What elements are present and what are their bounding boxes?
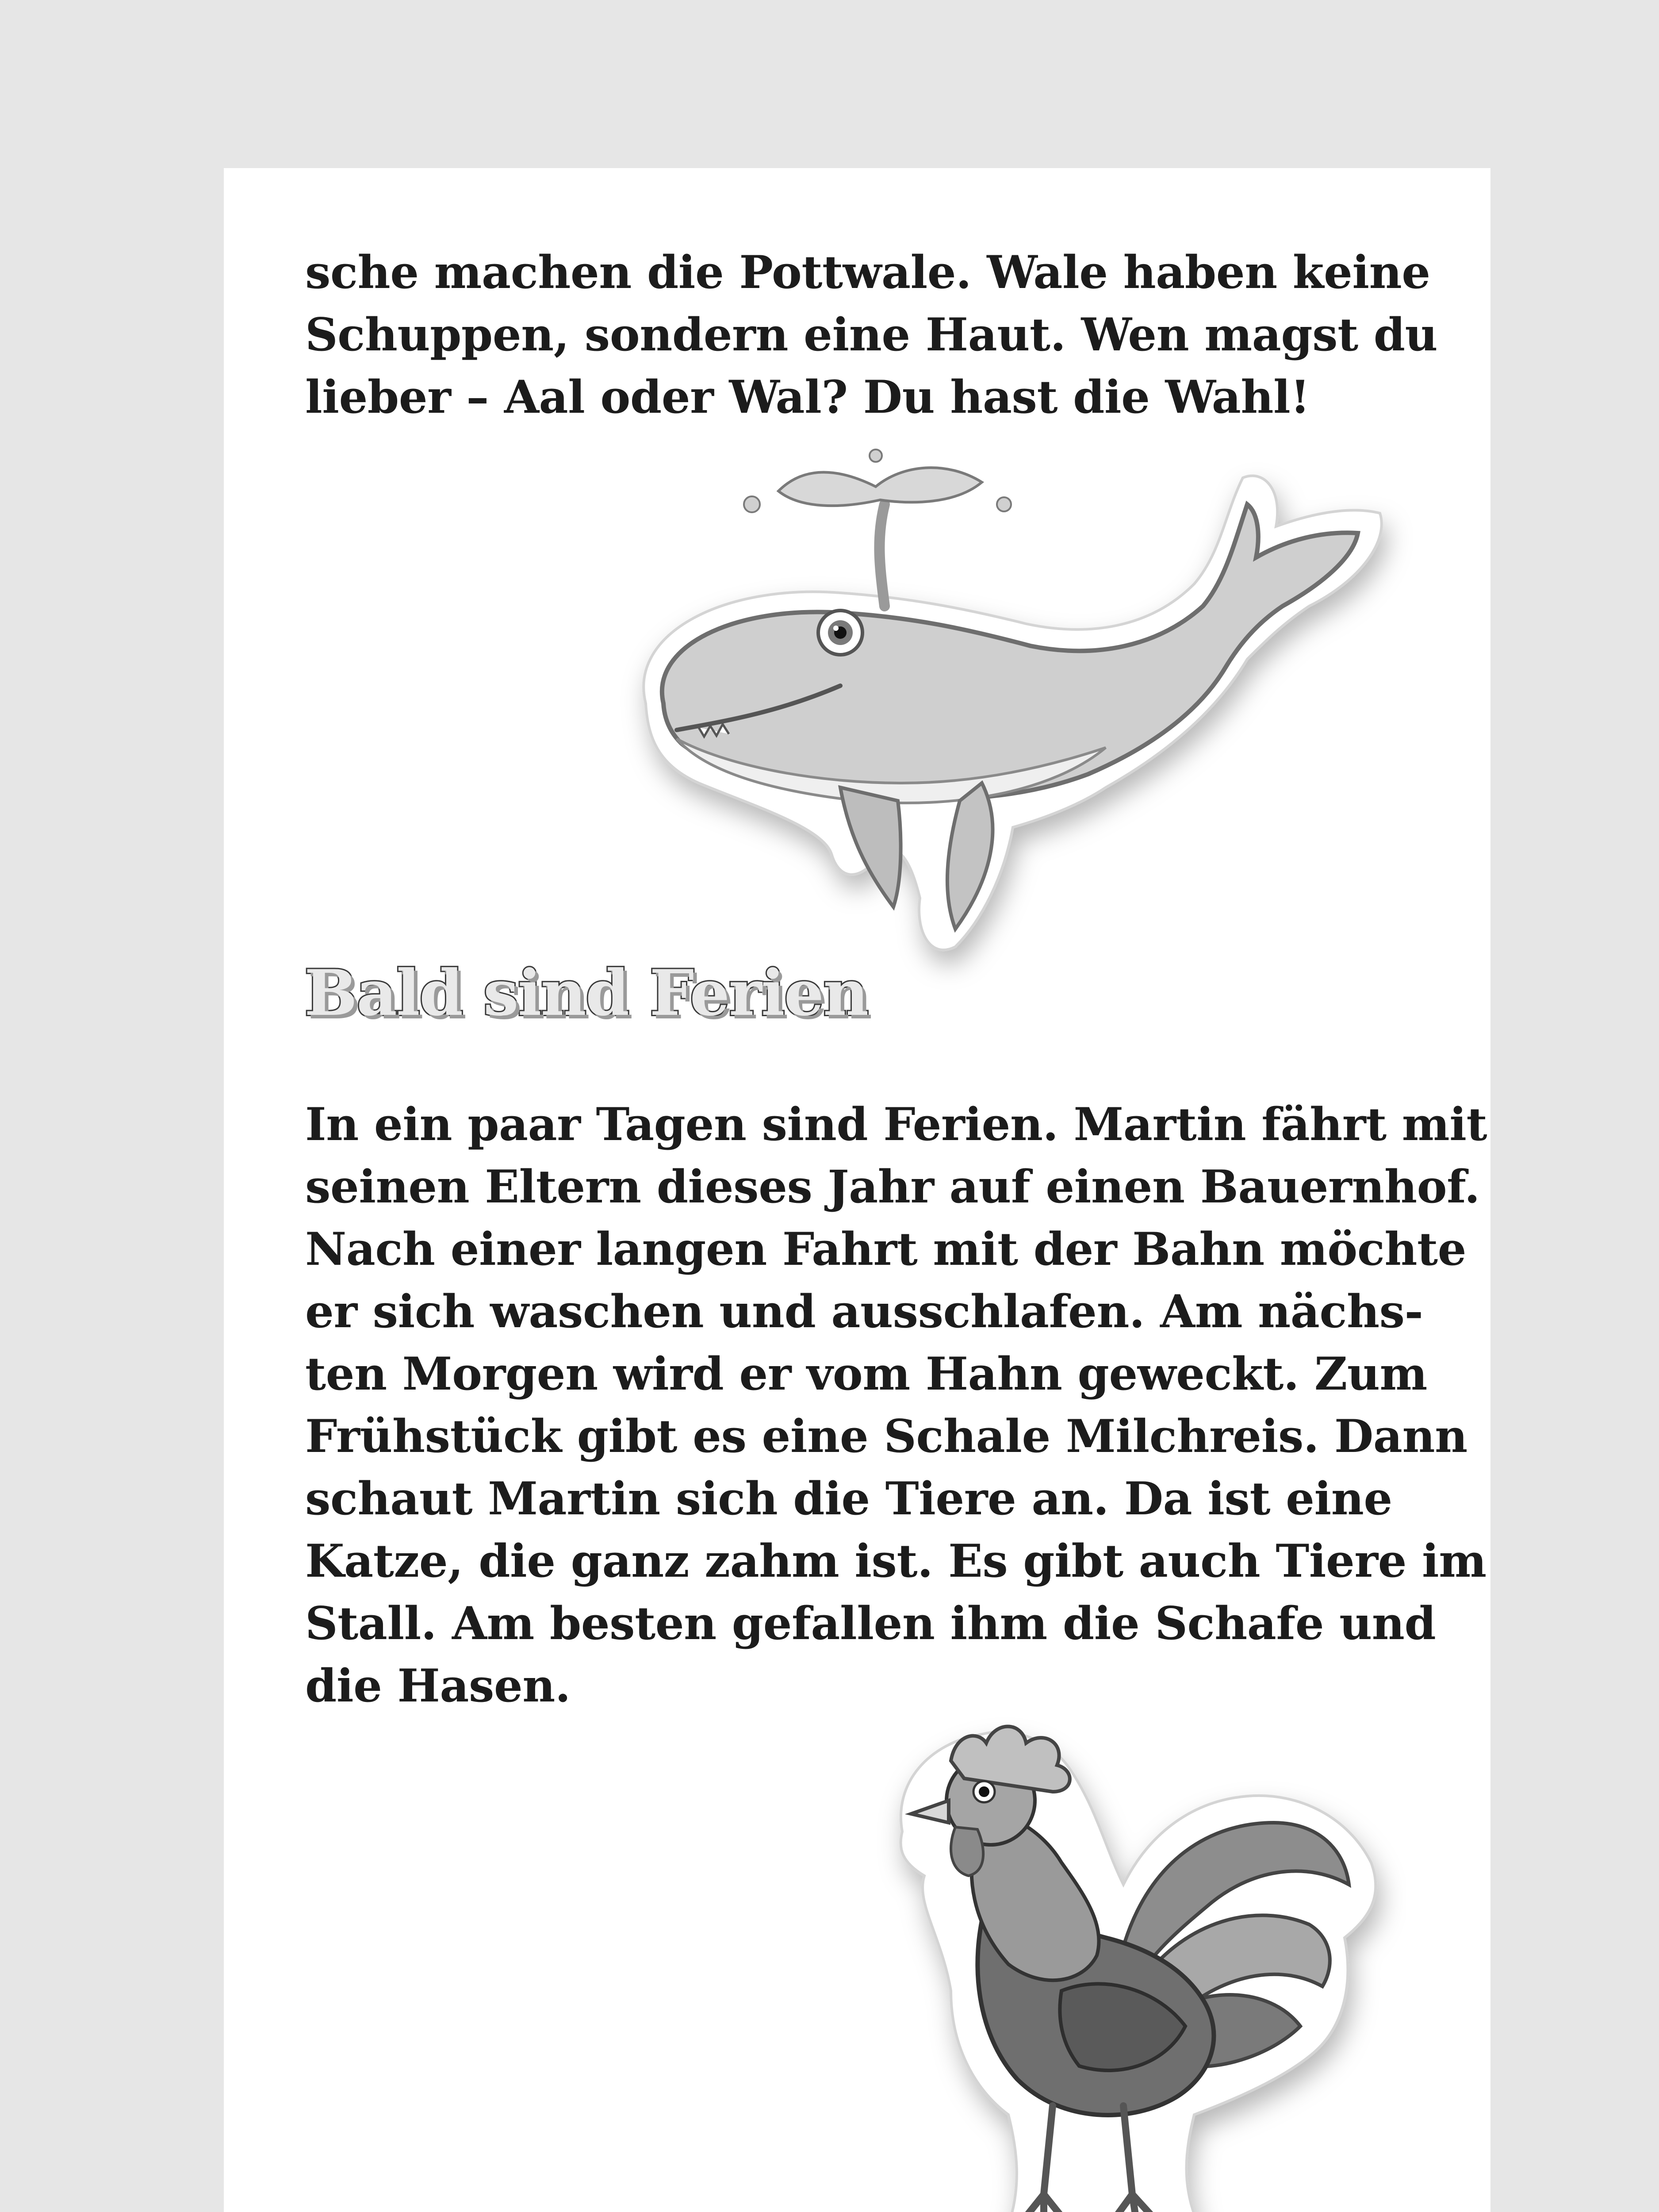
intro-paragraph <box>305 242 1437 429</box>
whale-icon <box>593 438 1433 995</box>
text-line: Katze, die ganz zahm ist. Es gibt auch Tiere im <box>305 1535 1487 1588</box>
text-line: Frühstück gibt es eine Schale Milchreis. Dann <box>305 1410 1467 1463</box>
rooster-icon <box>876 1717 1406 2212</box>
text-line: die Hasen. <box>305 1659 571 1713</box>
text-line: seinen Eltern dieses Jahr auf einen Bauernhof. <box>305 1160 1480 1214</box>
text-line: lieber – Aal oder Wal? Du hast die Wahl! <box>305 371 1310 424</box>
text-line: sche machen die Pottwale. Wale haben keine <box>305 246 1430 299</box>
text-line: Stall. Am besten gefallen ihm die Schafe und <box>305 1597 1436 1650</box>
text-line: schaut Martin sich die Tiere an. Da ist eine <box>305 1472 1392 1525</box>
story-paragraph <box>305 1094 1487 1717</box>
text-line: ten Morgen wird er vom Hahn geweckt. Zum <box>305 1348 1427 1401</box>
text-line: Nach einer langen Fahrt mit der Bahn möchte <box>305 1223 1467 1276</box>
text-line: er sich waschen und ausschlafen. Am nächs- <box>305 1285 1423 1338</box>
text-line: In ein paar Tagen sind Ferien. Martin fährt mit <box>305 1098 1487 1151</box>
text-line: Schuppen, sondern eine Haut. Wen magst du <box>305 308 1438 361</box>
section-heading: Bald sind Ferien <box>304 956 868 1030</box>
